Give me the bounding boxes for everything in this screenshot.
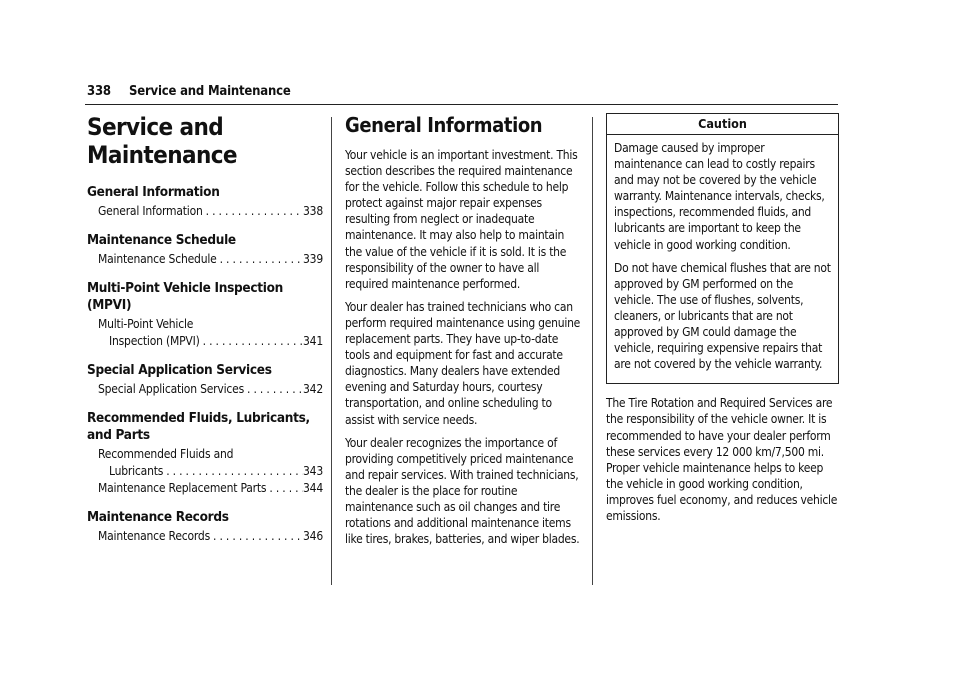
toc-section-entries bbox=[87, 251, 323, 268]
toc-section-heading: Multi-Point Vehicle Inspection (MPVI) bbox=[87, 280, 284, 313]
right-column bbox=[606, 113, 839, 531]
toc-entry-text: General Information bbox=[98, 204, 203, 218]
toc-entry[interactable] bbox=[87, 333, 323, 350]
caution-body bbox=[607, 135, 838, 383]
toc-section-heading: Special Application Services bbox=[87, 362, 272, 378]
caution-paragraph: Damage caused by improper maintenance can lead to costly repairs and may not be covered by the vehicle warranty. Maintenance intervals, checks, inspections, recommended fluids, and lubricants are important to keep the vehicle in good working condition. bbox=[614, 141, 825, 252]
toc-section-entries bbox=[87, 446, 323, 497]
toc-entry-text: Recommended Fluids and bbox=[98, 447, 234, 461]
toc-entry-text: Maintenance Schedule bbox=[98, 252, 217, 266]
toc-entry-text: Multi-Point Vehicle bbox=[98, 317, 194, 331]
paragraph: Your vehicle is an important investment. This section describes the required maintenance for the vehicle. Follow this schedule to help protect against major repair expenses resulting from neglect or inadequate maintenance. It may also help to maintain the value of the vehicle if it is sold. It is the responsibility of the owner to have all required maintenance performed. bbox=[345, 148, 578, 291]
dot-leader bbox=[266, 480, 303, 497]
dot-leader bbox=[163, 463, 303, 480]
header-section-title: Service and Maintenance bbox=[129, 84, 291, 99]
toc-section-entries bbox=[87, 203, 323, 220]
toc-entry-text: Maintenance Records bbox=[98, 529, 211, 543]
toc-entry[interactable] bbox=[87, 251, 323, 268]
caution-box bbox=[606, 113, 839, 384]
caution-title: Caution bbox=[607, 114, 838, 135]
toc-section-entries bbox=[87, 316, 323, 350]
toc-column bbox=[87, 113, 323, 545]
toc-section-entries bbox=[87, 528, 323, 545]
header-rule bbox=[85, 104, 838, 105]
toc-page-number: 338 bbox=[302, 204, 323, 218]
toc-section-heading: Maintenance Schedule bbox=[87, 232, 236, 248]
page-number: 338 bbox=[87, 84, 111, 99]
paragraph: Your dealer recognizes the importance of providing competitively priced maintenance and repair services. With trained technicians, the dealer is the place for routine maintenance such as oil changes and tire rotations and additional maintenance items like tires, brakes, batteries, and wiper blades. bbox=[345, 435, 580, 547]
chapter-title: Service and Maintenance bbox=[87, 113, 237, 169]
tire-rotation-paragraph: The Tire Rotation and Required Services are the responsibility of the vehicle owner. It is recommended to have your dealer perform these services every 12 000 km/7,500 mi. Proper vehicle maintenance helps to keep the vehicle in good working condition, improves fuel economy, and reduces vehicle emissions. bbox=[606, 396, 838, 523]
general-info-heading: General Information bbox=[345, 113, 543, 137]
toc-entry[interactable] bbox=[87, 463, 323, 480]
caution-paragraph: Do not have chemical flushes that are not approved by GM performed on the vehicle. The use of flushes, solvents, cleaners, or lubricants that are not approved by GM could damage the vehicle, requiring expensive repairs that are not covered by the vehicle warranty. bbox=[614, 260, 831, 372]
toc-entry[interactable] bbox=[87, 528, 323, 545]
column-divider bbox=[331, 117, 332, 585]
toc-entry-text: Lubricants bbox=[109, 464, 164, 478]
toc-section-heading: Recommended Fluids, Lubricants, and Parts bbox=[87, 410, 310, 443]
running-header bbox=[87, 84, 291, 99]
toc-page-number: 346 bbox=[302, 529, 323, 543]
toc-page-number: 343 bbox=[302, 464, 323, 478]
dot-leader bbox=[200, 333, 303, 350]
dot-leader bbox=[210, 528, 303, 545]
toc-entry[interactable] bbox=[87, 381, 323, 398]
toc-section-heading: Maintenance Records bbox=[87, 509, 229, 525]
toc-page-number: 339 bbox=[302, 252, 323, 266]
toc-section-entries bbox=[87, 381, 323, 398]
dot-leader bbox=[203, 203, 303, 220]
toc-entry-text: Inspection (MPVI) bbox=[109, 334, 200, 348]
toc-entry[interactable] bbox=[87, 203, 323, 220]
general-info-column bbox=[345, 113, 581, 554]
column-divider bbox=[592, 117, 593, 585]
dot-leader bbox=[244, 381, 303, 398]
toc-entry-text: Maintenance Replacement Parts bbox=[98, 481, 267, 495]
toc-section-heading: General Information bbox=[87, 184, 220, 200]
toc-page-number: 342 bbox=[302, 382, 323, 396]
paragraph: Your dealer has trained technicians who can perform required maintenance using genuine replacement parts. They have up-to-date tools and equipment for fast and accurate diagnostics. Many dealers have extended evening and Saturday hours, courtesy transportation, and online scheduling to assist with service needs. bbox=[345, 299, 581, 427]
toc-page-number: 341 bbox=[302, 334, 323, 348]
toc-entry[interactable] bbox=[87, 480, 323, 497]
toc-list bbox=[87, 184, 323, 545]
dot-leader bbox=[217, 251, 303, 268]
toc-entry-text: Special Application Services bbox=[98, 382, 245, 396]
toc-page-number: 344 bbox=[302, 481, 323, 495]
